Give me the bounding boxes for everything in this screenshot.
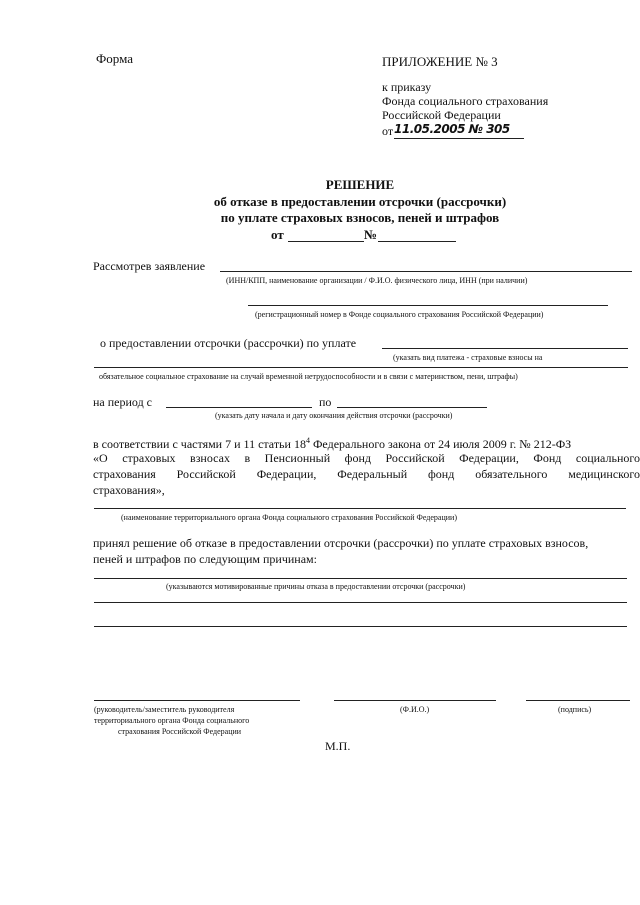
hint-regnum: (регистрационный номер в Фонде социального страхования Российской Федерации) [255, 310, 544, 319]
signature-line [526, 700, 630, 701]
fio-line [334, 700, 496, 701]
reasons-line-3 [94, 626, 627, 627]
payment-type-line-2 [94, 367, 628, 368]
document-heading: РЕШЕНИЕ [325, 177, 395, 192]
reasons-line-1 [94, 578, 627, 579]
hint-payment-type: (указать вид платежа - страховые взносы на [393, 353, 543, 362]
order-underline [394, 138, 524, 139]
appendix-label: ПРИЛОЖЕНИЕ № 3 [382, 54, 498, 69]
title-number-line [378, 241, 456, 242]
stamp-label: М.П. [325, 739, 351, 753]
law-line-4: страхования», [93, 483, 165, 497]
hint-territorial: (наименование территориального органа Фонда социального страхования Российской Федерации) [121, 513, 457, 522]
order-line-1: к приказу [382, 80, 432, 94]
period-start-line [166, 407, 312, 408]
order-from: от [382, 124, 394, 138]
order-line-2: Фонда социального страхования [382, 94, 549, 108]
title-number-sign: № [364, 227, 378, 242]
hint-payment-type-cont: обязательное социальное страхование на случай временной нетрудоспособности и в связи с материнством, пени, штрафы) [99, 372, 518, 381]
signature-label: (подпись) [558, 705, 592, 714]
order-line-3: Российской Федерации [382, 108, 501, 122]
order-handwritten-date-number: 11.05.2005 № 305 [394, 122, 510, 136]
period-label: на период с [93, 395, 153, 409]
deferral-label: о предоставлении отсрочки (рассрочки) по уплате [100, 336, 357, 350]
title-date-line [288, 241, 364, 242]
considered-label: Рассмотрев заявление [93, 259, 206, 273]
territorial-line [94, 508, 626, 509]
law-line-3: страхования Российской Федерации, Федеральный фонд обязательного медицинского [93, 467, 640, 481]
title-date-prefix: от [271, 227, 284, 242]
title-line-2: по уплате страховых взносов, пеней и штрафов [220, 210, 500, 225]
period-to: по [319, 395, 332, 409]
decision-line-2: пеней и штрафов по следующим причинам: [93, 552, 317, 566]
hint-reasons: (указываются мотивированные причины отказа в предоставлении отсрочки (рассрочки) [166, 582, 466, 591]
payment-type-line [382, 348, 628, 349]
title-line-1: об отказе в предоставлении отсрочки (рассрочки) [213, 194, 507, 209]
law-line-1: в соответствии с частями 7 и 11 статьи $18^4$ Федерального закона от 24 июля 2009 г. № 212-ФЗ [93, 436, 572, 451]
hint-period: (указать дату начала и дату окончания действия отсрочки (рассрочки) [215, 411, 453, 420]
regnum-line [248, 305, 608, 306]
reasons-line-2 [94, 602, 627, 603]
head-signature-line [94, 700, 300, 701]
hint-inn: (ИНН/КПП, наименование организации / Ф.И.О. физического лица, ИНН (при наличии) [226, 276, 528, 285]
head-line-3: страхования Российской Федерации [118, 727, 242, 736]
law-line-2: «О страховых взносах в Пенсионный фонд Российской Федерации, Фонд социального [93, 451, 640, 465]
decision-line-1: принял решение об отказе в предоставлении отсрочки (рассрочки) по уплате страховых взносов, [93, 536, 589, 550]
period-end-line [337, 407, 487, 408]
applicant-line [220, 271, 632, 272]
head-line-1: (руководитель/заместитель руководителя [94, 705, 235, 714]
form-label: Форма [96, 51, 133, 66]
fio-label: (Ф.И.О.) [400, 705, 430, 714]
head-line-2: территориального органа Фонда социального [94, 716, 250, 725]
